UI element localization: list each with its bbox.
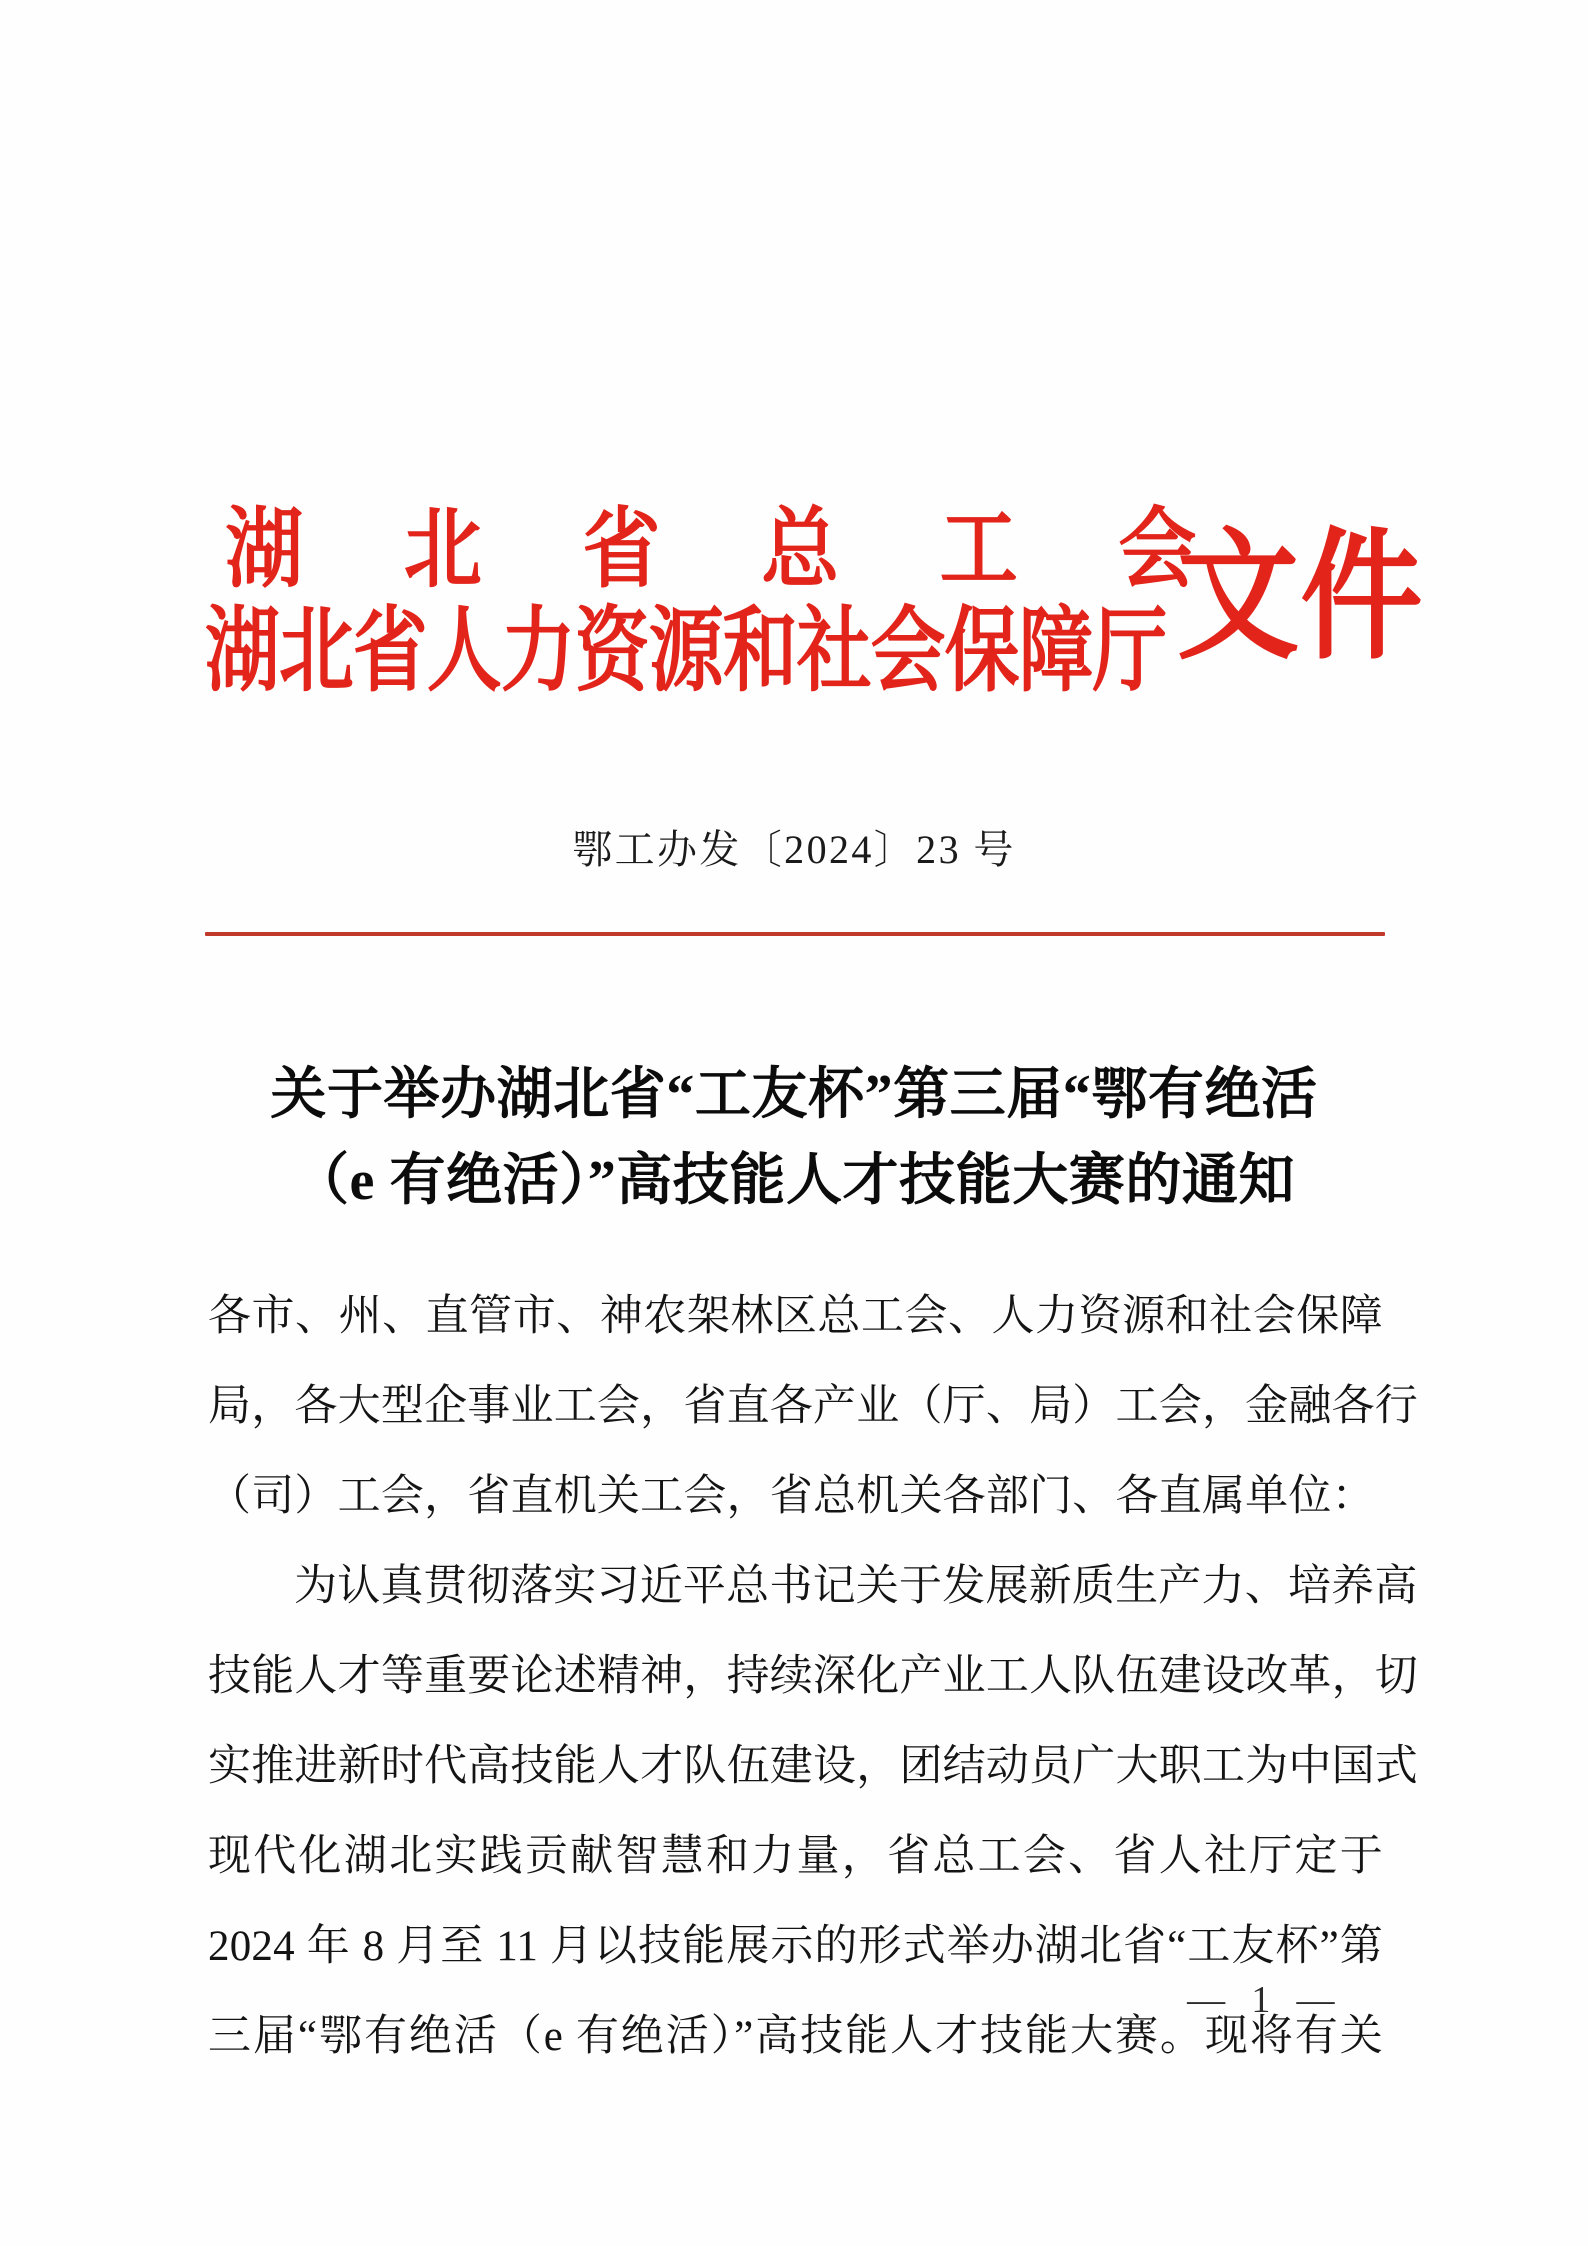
- body-line: 局，各大型企事业工会，省直各产业（厅、局）工会，金融各行: [208, 1383, 1419, 1430]
- body-line: 实推进新时代高技能人才队伍建设，团结动员广大职工为中国式: [208, 1743, 1419, 1790]
- document-title-line-1: 关于举办湖北省“工友杯”第三届“鄂有绝活: [270, 1064, 1318, 1126]
- masthead-line-provincial-federation: 湖 北 省 总 工 会: [225, 500, 1237, 599]
- body-line: 现代化湖北实践贡献智慧和力量，省总工会、省人社厅定于: [208, 1833, 1383, 1880]
- body-line: 技能人才等重要论述精神，持续深化产业工人队伍建设改革，切: [208, 1653, 1419, 1700]
- document-body: [208, 1272, 1419, 2082]
- masthead-document-word: 文件: [1177, 520, 1424, 677]
- document-title: [200, 1052, 1388, 1224]
- body-line: 为认真贯彻落实习近平总书记关于发展新质生产力、培养高: [294, 1563, 1418, 1610]
- masthead-organization-names: [205, 498, 1237, 704]
- masthead-line-hr-social-security: 湖北省人力资源和社会保障厅: [205, 600, 1167, 704]
- body-line: 各市、州、直管市、神农架林区总工会、人力资源和社会保障: [208, 1293, 1383, 1340]
- masthead: [205, 498, 1424, 728]
- red-divider-rule: [205, 932, 1385, 936]
- page-number: — 1 —: [1187, 1979, 1343, 2021]
- body-line: 2024 年 8 月至 11 月以技能展示的形式举办湖北省“工友杯”第: [208, 1923, 1383, 1970]
- document-title-line-2: （e 有绝活）”高技能人才技能大赛的通知: [292, 1150, 1296, 1212]
- document-number: 鄂工办发〔2024〕23 号: [572, 827, 1016, 872]
- body-line: （司）工会，省直机关工会，省总机关各部门、各直属单位：: [208, 1473, 1375, 1520]
- body-line: 三届“鄂有绝活（e 有绝活）”高技能人才技能大赛。现将有关: [208, 2013, 1383, 2060]
